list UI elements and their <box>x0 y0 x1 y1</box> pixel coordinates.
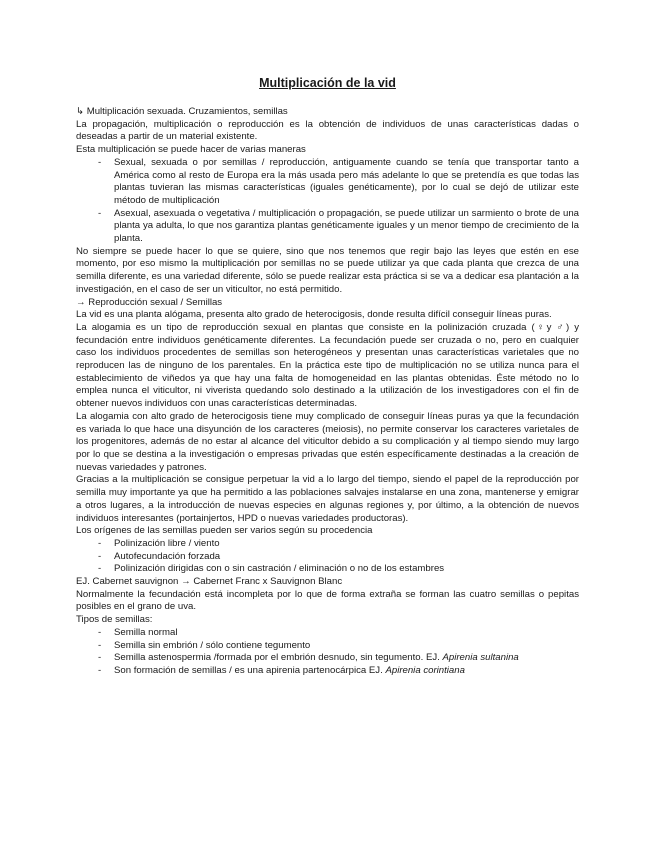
example-line: EJ. Cabernet sauvignon → Cabernet Franc x Sauvignon Blanc <box>76 576 343 588</box>
list-item: - Sexual, sexuada o por semillas / reproducción, antiguamente cuando se tenía que transportar tanto a América como al resto de Europa era la más usada pero más adelante lo que se pretendía es que todas las plantas tuvieran las mismas características (iguales genéticamente), por lo cual se dejó de utilizar este método de multiplicación <box>76 157 579 208</box>
list-item <box>76 665 579 678</box>
list-item: - Autofecundación forzada <box>76 551 579 564</box>
species-name: Apirenia sultanina <box>442 652 519 664</box>
list-item-text: Semilla astenospermia /formada por el embrión desnudo, sin tegumento. EJ. <box>114 652 440 664</box>
section-heading-sexual-reproduction: → Reproducción sexual / Semillas <box>76 296 223 308</box>
paragraph: Los orígenes de las semillas pueden ser varios según su procedencia <box>76 525 373 537</box>
paragraph: No siempre se puede hacer lo que se quiere, sino que nos tenemos que regir bajo las leyes que estén en ese momento, por eso mismo la multiplicación por semillas no se puede utilizar ya que cada planta que crezca de una semilla diferente, es una variedad diferente, sólo se puede realizar esta práctica si se va a dedicar esa plantación a la investigación, en el caso de ser un viticultor, no está permitido. <box>76 245 579 295</box>
paragraph: Tipos de semillas: <box>76 614 153 626</box>
paragraph: Normalmente la fecundación está incompleta por lo que de forma extraña se forman las cuatro semillas o pepitas posibles en el grano de uva. <box>76 588 579 613</box>
paragraph: La propagación, multiplicación o reproducción es la obtención de individuos de unas características dadas o deseadas a partir de un material existente. <box>76 118 579 143</box>
list-item: - Polinización libre / viento <box>76 538 579 551</box>
species-name: Apirenia corintiana <box>385 664 465 676</box>
document-body <box>76 106 579 678</box>
seed-types-list <box>76 627 579 678</box>
list-item <box>76 652 579 665</box>
section-heading-sexual-multiplication: ↳ Multiplicación sexuada. Cruzamientos, semillas <box>76 106 288 117</box>
seed-origins-list <box>76 538 579 576</box>
paragraph: La vid es una planta alógama, presenta alto grado de heterocigosis, donde resulta difícil conseguir líneas puras. <box>76 309 552 321</box>
list-item: - Semilla normal <box>76 627 579 640</box>
paragraph: Gracias a la multiplicación se consigue perpetuar la vid a lo largo del tiempo, siendo el papel de la reproducción por semilla muy importante ya que ha permitido a las poblaciones salvajes instalarse en una zona, mantenerse y emigrar a otros lugares, a la introducción de nuevas especies en algunas regiones y, por último, a la obtención de nuevos individuos interesantes (portainjertos, HPD o nuevas variedades productoras). <box>76 474 579 524</box>
list-item: - Polinización dirigidas con o sin castración / eliminación o no de los estambres <box>76 563 579 576</box>
paragraph: La alogamia es un tipo de reproducción sexual en plantas que consiste en la polinización cruzada (♀y ♂) y fecundación entre individuos genéticamente diferentes. La fecundación puede ser cruzada o no, pero en cualquier caso los individuos procedentes de semillas son heterogéneos y presentan unas características varietales que no reproducen las de ninguno de los parentales. En la práctica este tipo de multiplicación no se utiliza nunca para el establecimiento de viñedos ya que hay una falta de homogeneidad en las plantas obtenidas. Éste método no lo emplea nunca el viticultor, ni viverista quedando solo destinado a la utilización de los investigadores con el fin de obtener nuevos individuos con unas características determinadas. <box>76 321 579 410</box>
paragraph: La alogamia con alto grado de heterocigosis tiene muy complicado de conseguir líneas puras ya que la fecundación es variada lo que hace una disyunción de los caracteres (meiosis), no permite conservar los caracteres varietales de los progenitores, además de no estar al alcance del viticultor debido a su complicación y al tiempo siendo muy largo por lo que se destina a la investigación o empresas privadas que estén específicamente destinadas a la creación de nuevas variedades y patrones. <box>76 410 579 473</box>
multiplication-methods-list <box>76 157 579 246</box>
paragraph: Esta multiplicación se puede hacer de varias maneras <box>76 144 306 156</box>
page-title: Multiplicación de la vid <box>259 76 396 90</box>
list-item: - Asexual, asexuada o vegetativa / multiplicación o propagación, se puede utilizar un sarmiento o brote de una planta ya adulta, lo que nos garantiza plantas genéticamente iguales y un menor tiempo de crecimiento de la planta. <box>76 208 579 246</box>
list-item-text: Son formación de semillas / es una apirenia partenocárpica EJ. <box>114 664 383 676</box>
list-item: - Semilla sin embrión / sólo contiene tegumento <box>76 640 579 653</box>
